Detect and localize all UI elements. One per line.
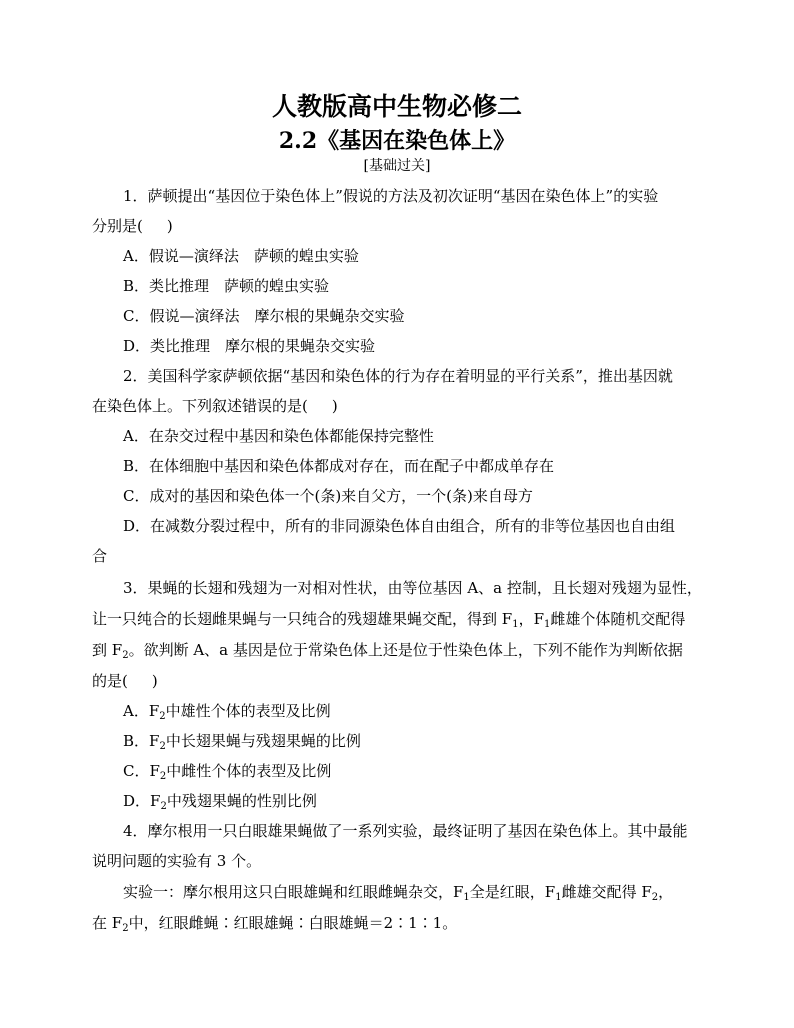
q2-option-b: B．在体细胞中基因和染色体都成对存在，而在配子中都成单存在 bbox=[123, 457, 555, 475]
q4-experiment1-line1: 实验一：摩尔根用这只白眼雄蝇和红眼雌蝇杂交，$F_1$全是红眼，$F_1$雌雄交配得 $F_2$， bbox=[123, 883, 674, 903]
q4-experiment1-line2: 在 $F_2$中，红眼雌蝇∶红眼雄蝇∶白眼雄蝇＝2∶1∶1。 bbox=[92, 914, 458, 934]
lesson-title: 2.2《基因在染色体上》 bbox=[278, 128, 516, 154]
q2-stem-line1: 2．美国科学家萨顿依据“基因和染色体的行为存在着明显的平行关系”，推出基因就 bbox=[123, 367, 673, 385]
document-title: 人教版高中生物必修二 bbox=[271, 92, 522, 121]
q1-option-d: D．类比推理 摩尔根的果蝇杂交实验 bbox=[123, 337, 376, 355]
q3-option-d: D．$F_2$中残翅果蝇的性别比例 bbox=[123, 792, 317, 812]
q1-stem-line1: 1．萨顿提出“基因位于染色体上”假说的方法及初次证明“基因在染色体上”的实验 bbox=[123, 187, 659, 205]
q2-option-a: A．在杂交过程中基因和染色体都能保持完整性 bbox=[123, 427, 434, 445]
q2-option-d-line2: 合 bbox=[92, 547, 108, 565]
q1-stem-line2: 分别是( ) bbox=[92, 217, 173, 235]
q1-option-b: B．类比推理 萨顿的蝗虫实验 bbox=[123, 277, 330, 295]
q3-stem-line1: 3．果蝇的长翅和残翅为一对相对性状，由等位基因 A、a 控制，且长翅对残翅为显性， bbox=[123, 579, 702, 597]
q3-stem-line4: 的是( ) bbox=[92, 672, 158, 690]
section-label: [基础过关] bbox=[363, 158, 431, 174]
q3-option-b: B．$F_2$中长翅果蝇与残翅果蝇的比例 bbox=[123, 732, 361, 752]
q3-option-c: C．$F_2$中雌性个体的表型及比例 bbox=[123, 762, 332, 782]
q3-stem-line3: 到 $F_2$。欲判断 A、a 基因是位于常染色体上还是位于性染色体上，下列不能作为判断依据 bbox=[92, 641, 683, 661]
q1-option-c: C．假说—演绎法 摩尔根的果蝇杂交实验 bbox=[123, 307, 405, 325]
q4-stem-line2: 说明问题的实验有 3 个。 bbox=[92, 852, 262, 870]
q4-stem-line1: 4．摩尔根用一只白眼雄果蝇做了一系列实验，最终证明了基因在染色体上。其中最能 bbox=[123, 822, 688, 840]
q1-option-a: A．假说—演绎法 萨顿的蝗虫实验 bbox=[123, 247, 359, 265]
q2-option-c: C．成对的基因和染色体一个(条)来自父方，一个(条)来自母方 bbox=[123, 487, 533, 505]
q2-stem-line2: 在染色体上。下列叙述错误的是( ) bbox=[92, 397, 338, 415]
q3-option-a: A．$F_2$中雄性个体的表型及比例 bbox=[123, 702, 331, 722]
q3-stem-line2: 让一只纯合的长翅雌果蝇与一只纯合的残翅雄果蝇交配，得到 $F_1$，$F_1$雌雄个体随机交配得 bbox=[92, 610, 686, 630]
q2-option-d-line1: D．在减数分裂过程中，所有的非同源染色体自由组合，所有的非等位基因也自由组 bbox=[123, 517, 676, 535]
